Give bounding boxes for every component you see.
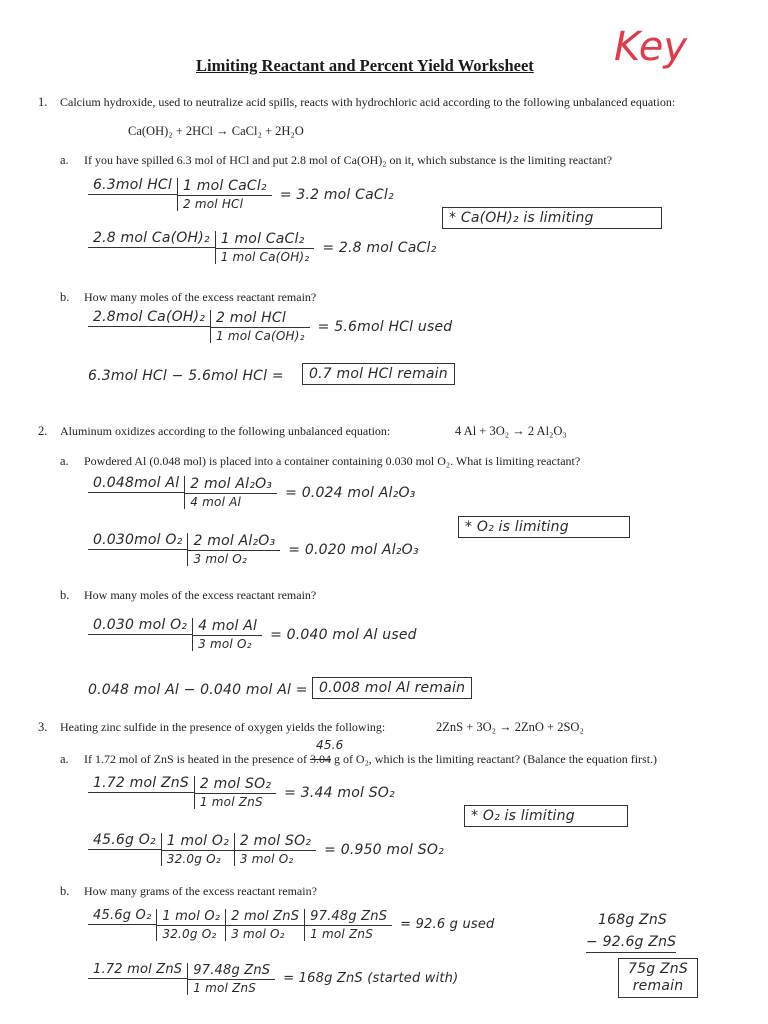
q3-equation: 2ZnS + 3O₂ → 2ZnO + 2SO₂ [436,720,584,734]
q2a-calc-2-c2b: 3 mol O₂ [193,552,247,566]
q2b-label: b. [60,588,70,602]
q3b-calc-1-c3t: 2 mol ZnS [226,909,304,926]
q2b-calc-1-c2b: 3 mol O₂ [198,637,252,651]
q3b-calc-1-c4b: 1 mol ZnS [310,926,374,941]
q1-prompt: Calcium hydroxide, used to neutralize acid spills, reacts with hydrochloric acid according to the following unbalanced equation: [60,95,676,109]
q3a-struck-value: 3.04 [309,752,331,766]
q3b-prompt: How many grams of the excess reactant remain? [84,884,317,898]
q3a-calc-1-result: = 3.44 mol SO₂ [284,784,395,801]
page-title: Limiting Reactant and Percent Yield Worksheet [196,56,534,75]
q1a-calc-1-c2t: 1 mol CaCl₂ [178,178,272,196]
q2b-subtraction: 0.048 mol Al − 0.040 mol Al = [88,682,308,698]
q1b-calc-1-c1: 2.8mol Ca(OH)₂ [88,309,210,327]
q1a-label: a. [60,153,69,167]
q1a-calc-2-result: = 2.8 mol CaCl₂ [322,239,437,256]
q3b-calc-1-c1: 45.6g O₂ [88,908,156,925]
q2-prompt: Aluminum oxidizes according to the following unbalanced equation: [60,424,391,438]
q3b-side-answer-word: remain [632,978,684,994]
q3b-label: b. [60,884,70,898]
q3a-calc-1-c2b: 1 mol ZnS [199,795,263,809]
q3a-calc-2-c3t: 2 mol SO₂ [235,833,316,851]
q3b-calc-1-c3b: 3 mol O₂ [231,926,285,941]
q1-number: 1. [38,95,48,109]
q3a-calc-1-c2t: 2 mol SO₂ [195,776,276,794]
q3a-calc-2-result: = 0.950 mol SO₂ [324,841,444,858]
q2b-calc-1-result: = 0.040 mol Al used [270,626,417,643]
q1b-calc-1-c2b: 1 mol Ca(OH)₂ [216,329,305,343]
q1a-calc-1-c1: 6.3mol HCl [88,177,177,195]
q2b-calc-1-c2t: 4 mol Al [193,618,262,636]
q2b-calc-1-c1: 0.030 mol O₂ [88,617,192,635]
q3a-inserted-value: 45.6 [316,738,344,752]
q3a-calc-2 [88,832,452,867]
q3a-calc-2-c2t: 1 mol O₂ [162,833,234,851]
q3b-calc-1 [88,908,503,941]
q3b-side-line-2: − 92.6g ZnS [586,934,676,953]
q1a-prompt: If you have spilled 6.3 mol of HCl and put 2.8 mol of Ca(OH)₂ on it, which substance is the limiting reactant? [84,153,613,167]
q1b-calc-1 [88,309,460,344]
q3a-prompt-part-2: g of O₂, which is the limiting reactant? (Balance the equation first.) [333,752,658,766]
q2b-answer-box: 0.008 mol Al remain [312,677,472,699]
q1b-calc-1-c2t: 2 mol HCl [211,310,310,328]
q2a-prompt: Powdered Al (0.048 mol) is placed into a container containing 0.030 mol O₂. What is limiting reactant? [84,454,581,468]
q2-equation: 4 Al + 3O₂ → 2 Al₂O₃ [455,424,567,438]
q2a-calc-2 [88,532,427,567]
q3a-calc-1 [88,775,403,810]
q2a-calc-1-c2t: 2 mol Al₂O₃ [185,476,277,494]
q3a-calc-2-c2b: 32.0g O₂ [166,852,221,866]
q1a-calc-2-c2t: 1 mol CaCl₂ [216,231,315,249]
q3a-calc-2-c3b: 3 mol O₂ [239,852,294,866]
q1b-prompt: How many moles of the excess reactant remain? [84,290,317,304]
q3a-calc-2-c1: 45.6g O₂ [88,832,161,850]
q2a-calc-2-c2t: 2 mol Al₂O₃ [188,533,280,551]
q3b-calc-1-c2b: 32.0g O₂ [162,926,217,941]
q2b-calc-1 [88,617,425,652]
q1a-answer-box: * Ca(OH)₂ is limiting [442,207,662,229]
q3-prompt: Heating zinc sulfide in the presence of oxygen yields the following: [60,720,386,734]
q1b-label: b. [60,290,70,304]
q1b-calc-1-result: = 5.6mol HCl used [317,318,453,335]
q3b-calc-2-c2b: 1 mol ZnS [193,980,257,995]
q3b-calc-1-result: = 92.6 g used [400,917,495,932]
q2a-calc-1 [88,475,423,510]
q3a-answer-box: * O₂ is limiting [464,805,628,827]
q1a-calc-2 [88,230,444,265]
q3b-calc-2 [88,962,466,995]
q3b-calc-2-c2t: 97.48g ZnS [188,963,275,980]
q3b-side-line-1: 168g ZnS [598,912,668,928]
q1a-calc-1 [88,177,402,212]
q1b-subtraction: 6.3mol HCl − 5.6mol HCl = [88,368,284,384]
q1b-answer-box: 0.7 mol HCl remain [302,363,455,385]
q3a-prompt [84,752,657,767]
q2a-calc-1-c1: 0.048mol Al [88,475,184,493]
q2a-calc-1-result: = 0.024 mol Al₂O₃ [285,484,416,501]
key-label: Key [614,24,688,70]
q3b-calc-2-result: = 168g ZnS (started with) [283,971,459,986]
q1a-calc-2-c1: 2.8 mol Ca(OH)₂ [88,230,215,248]
q2a-calc-1-c2b: 4 mol Al [190,495,242,509]
q3b-calc-2-c1: 1.72 mol ZnS [88,962,187,979]
q1-equation: Ca(OH)₂ + 2HCl → CaCl₂ + 2H₂O [128,124,304,138]
q3b-calc-1-c4t: 97.48g ZnS [305,909,392,926]
q3a-prompt-part-1: If 1.72 mol of ZnS is heated in the presence of [84,752,307,766]
q2b-prompt: How many moles of the excess reactant remain? [84,588,317,602]
q2a-calc-2-c1: 0.030mol O₂ [88,532,187,550]
q3-number: 3. [38,720,48,734]
q1a-calc-1-result: = 3.2 mol CaCl₂ [279,186,394,203]
q3a-label: a. [60,752,69,766]
q3b-side-answer-box [618,958,698,998]
q1a-calc-1-c2b: 2 mol HCl [183,197,244,211]
q2a-calc-2-result: = 0.020 mol Al₂O₃ [288,541,419,558]
q2-number: 2. [38,424,48,438]
q1a-calc-2-c2b: 1 mol Ca(OH)₂ [220,250,310,264]
q3b-calc-1-c2t: 1 mol O₂ [157,909,225,926]
q3a-calc-1-c1: 1.72 mol ZnS [88,775,194,793]
q2a-label: a. [60,454,69,468]
q2a-answer-box: * O₂ is limiting [458,516,630,538]
q3b-side-answer-amount: 75g ZnS [628,961,688,977]
